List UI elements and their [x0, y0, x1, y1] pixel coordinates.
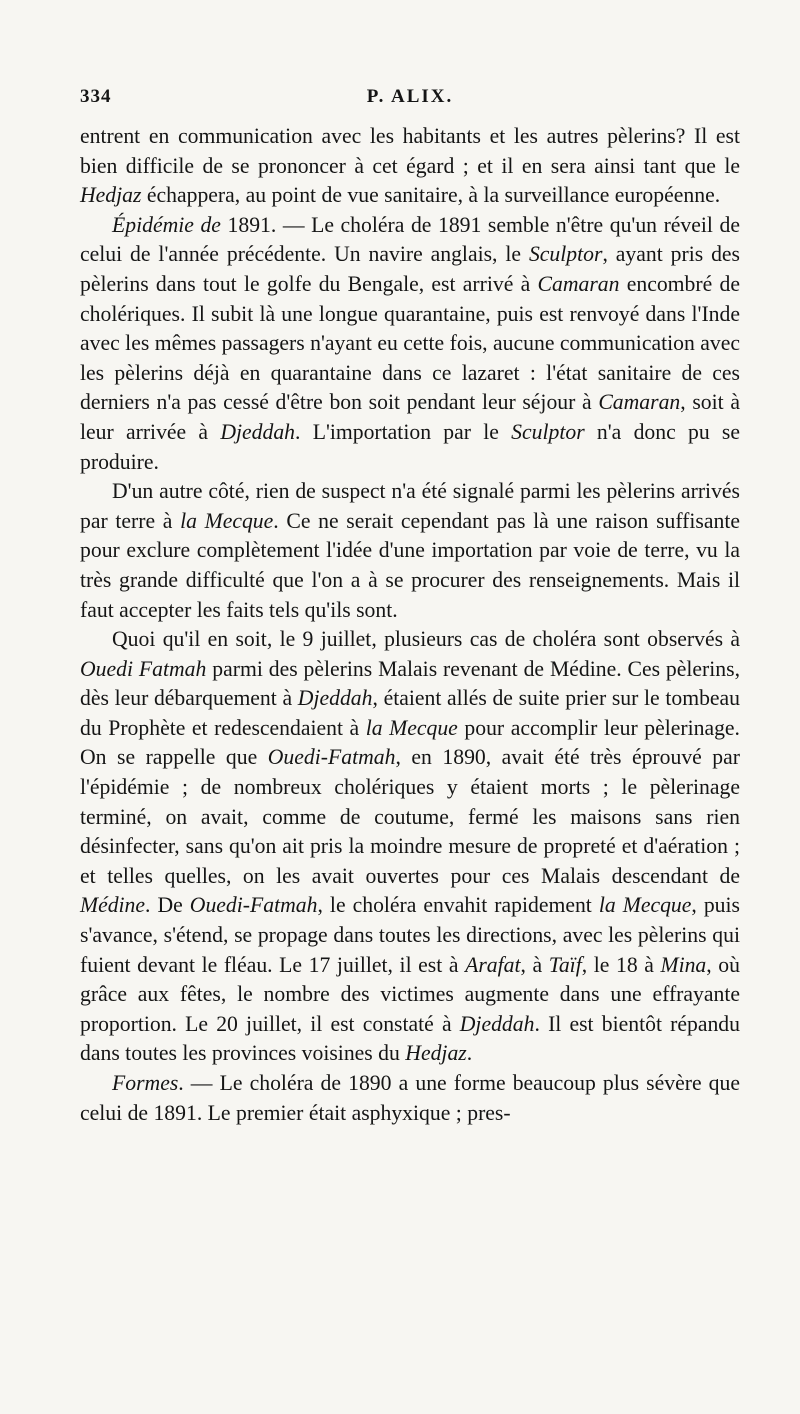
text-run: encombré de cholériques. Il subit là une longue quarantaine, puis est renvoyé dans l'Inde avec les mêmes passagers n'ayant eu cette fois, aucune communication avec les pèlerins déjà en quarantaine dans ce lazaret : l'état sanitaire de ces derniers n'a pas cessé d'être bon soit pendant leur séjour à	[80, 271, 740, 415]
italic-text: Ouedi-Fatmah	[267, 745, 396, 770]
text-run: , étaient allés de suite prier sur le tombeau du Prophète et redescendaient à	[80, 686, 741, 740]
italic-text: Ouedi-Fatmah	[189, 893, 318, 918]
text-run: , soit à leur arrivée à	[80, 390, 740, 444]
text-run: , ayant pris des pèlerins dans tout le golfe du Bengale, est arrivé à	[80, 242, 740, 296]
paragraph	[80, 625, 740, 1069]
body-text	[80, 122, 740, 1128]
italic-text: Ouedi Fatmah	[80, 656, 207, 681]
italic-text: Djeddah	[297, 686, 373, 711]
running-head: P. ALIX.	[366, 86, 454, 107]
italic-text: Médine	[80, 893, 146, 918]
italic-text: Taïf	[548, 952, 582, 977]
text-run: , à	[520, 952, 549, 977]
italic-text: la Mecque	[365, 715, 458, 740]
text-run: 1891. — Le choléra de 1891 semble n'être qu'un réveil de celui de l'année précédente. Un navire anglais, le	[80, 212, 740, 267]
text-run: , le 18 à	[581, 952, 661, 977]
text-run: , en 1890, avait été très éprouvé par l'épidémie ; de nombreux cholériques y étaient morts ; le pèlerinage terminé, on avait, comme de coutume, fermé les maisons sans rien désinfecter, sans qu'on ait pris la moindre mesure de propreté et d'aération ; et telles quelles, on les avait ouvertes pour ces Malais descendant de	[80, 745, 740, 888]
italic-text: Camaran	[537, 271, 620, 296]
text-run: Quoi qu'il en soit, le 9 juillet, plusieurs cas de choléra sont observés à	[112, 627, 740, 652]
page-number: 334	[80, 86, 112, 107]
text-run: , le choléra envahit rapidement	[317, 893, 599, 918]
text-run: . Il est bientôt répandu dans toutes les provinces voisines du	[80, 1011, 740, 1066]
text-run: .	[466, 1041, 473, 1066]
text-run: entrent en communication avec les habitants et les autres pèlerins? Il est bien difficile de se prononcer à cet égard ; et il en sera ainsi tant que le	[80, 124, 740, 178]
text-run: D'un autre côté, rien de suspect n'a été signalé parmi les pèlerins arrivés par terre à	[80, 479, 740, 533]
text-run: , puis s'avance, s'étend, se propage dans toutes les directions, avec les pèlerins qui fuient devant le fléau. Le 17 juillet, il est à	[80, 893, 740, 977]
text-run: . L'importation par le	[295, 419, 512, 444]
italic-text: la Mecque	[598, 893, 692, 918]
paragraph	[80, 477, 740, 625]
paragraph	[80, 211, 740, 477]
italic-text: Hedjaz	[80, 183, 142, 208]
italic-text: Arafat	[465, 952, 521, 977]
text-run: . — Le choléra de 1890 a une forme beaucoup plus sévère que celui de 1891. Le premier était asphyxique ; pres-	[80, 1071, 740, 1125]
text-run: n'a donc pu se produire.	[80, 419, 740, 474]
text-run: parmi des pèlerins Malais revenant de Médine. Ces pèlerins, dès leur débarquement à	[80, 656, 741, 711]
text-run: , où grâce aux fêtes, le nombre des victimes augmente dans une effrayante proportion. Le 20 juillet, il est constaté à	[80, 952, 740, 1036]
italic-text: Djeddah	[459, 1011, 535, 1036]
paragraph	[80, 1069, 740, 1128]
paragraph	[80, 122, 740, 211]
page-header	[80, 86, 740, 116]
italic-text: Sculptor	[528, 242, 603, 267]
italic-text: Épidémie de	[112, 212, 221, 237]
italic-text: la Mecque	[180, 508, 274, 533]
italic-text: Hedjaz	[405, 1041, 467, 1066]
text-run: pour accomplir leur pèlerinage. On se rappelle que	[80, 715, 740, 770]
text-run: . De	[145, 893, 190, 918]
italic-text: Mina	[660, 952, 707, 977]
italic-text: Formes	[112, 1071, 179, 1095]
text-run: échappera, au point de vue sanitaire, à la surveillance européenne.	[141, 183, 721, 208]
italic-text: Sculptor	[511, 419, 585, 444]
text-run: . Ce ne serait cependant pas là une raison suffisante pour exclure complètement l'idée d'une importation par voie de terre, vu la très grande difficulté que l'on a à se procurer des renseignements. Mais il faut accepter les faits tels qu'ils sont.	[80, 508, 740, 622]
italic-text: Djeddah	[220, 419, 296, 444]
italic-text: Camaran	[598, 390, 681, 415]
